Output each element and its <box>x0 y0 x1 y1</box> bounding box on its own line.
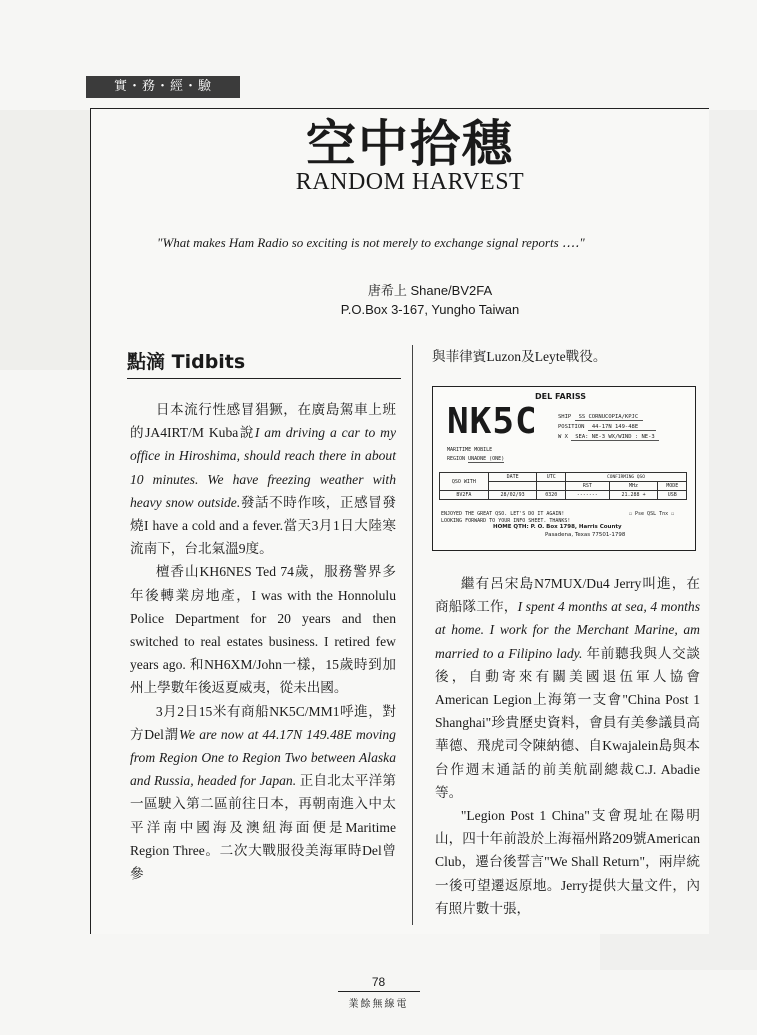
qsl-table <box>439 472 687 500</box>
left-column <box>130 398 396 885</box>
qsl-col-rst: RST <box>566 482 610 491</box>
qsl-row: BV2FA 28/02/93 0320 ------- 21.288 + USB <box>440 491 687 500</box>
heading-rule <box>127 378 401 379</box>
title-english: RANDOM HARVEST <box>295 169 525 195</box>
qsl-wx: W X SEA: NE-3 WX/WIND : NE-3 <box>558 434 659 441</box>
epigraph-quote: "What makes Ham Radio so exciting is not merely to exchange signal reports ‥‥" <box>157 235 585 250</box>
page-number: 78 <box>371 975 386 989</box>
title-chinese: 空中拾穗 <box>306 115 514 173</box>
paragraph: 檀香山KH6NES Ted 74歲，服務警界多年後轉業房地產，I was with the Honnolulu Police Department for 20 years and then switched to real estates business. I retired few years ago. 和NH6XM/John一樣，15歲時到加州上學數年後返夏威夷，從未出國。 <box>130 564 396 696</box>
right-column <box>435 572 700 920</box>
paragraph: 日本流行性感冒猖獗，在廣島駕車上班的JA4IRT/M Kuba說I am driving a car to my office in Hiroshima, should reach there in about 10 minutes. We have freezing weather with heavy snow outside.發話不時作咳，正感冒發燒I have a cold and a fever.當天3月1日大陸寒流南下，台北氣溫9度。 <box>130 402 397 557</box>
section-heading: 點滴 Tidbits <box>127 351 246 373</box>
paragraph: 繼有呂宋島N7MUX/Du4 Jerry叫進，在商船隊工作，I spent 4 months at sea, 4 months at home. I work for the Merchant Marine, am married to a Filipino lady. 年前聽我與人交談後，自動寄來有關美國退伍軍人協會American Legion上海第一支會"China Post 1 Shanghai"珍貴歷史資料，會員有美參議員高華德、飛虎司令陳納德、自Kwajalein島與本台作週末通話的前美航副總裁C.J. Abadie等。 <box>435 576 701 800</box>
paragraph: 與菲律賓Luzon及Leyte戰役。 <box>432 349 607 364</box>
qsl-city: Pasadena, Texas 77501-1798 <box>545 532 626 538</box>
qsl-position: POSITION 44-17N 149-48E <box>558 424 656 431</box>
qsl-note: ENJOYED THE GREAT QSO. LET'S DO IT AGAIN! LOOKING FORWARD TO YOUR INFO SHEET. THANKS! <box>441 511 571 524</box>
address-line: P.O.Box 3-167, Yungho Taiwan <box>340 302 520 317</box>
author-block <box>300 281 560 319</box>
qsl-home: HOME QTH: P. O. Box 1798, Harris County <box>493 524 622 530</box>
qsl-ship: SHIP SS CORNUCOPIA/KPJC <box>558 414 643 421</box>
qsl-col-date: DATE <box>488 473 537 482</box>
qsl-owner: DEL FARISS <box>535 392 587 401</box>
qsl-pse-qsl: ☐ Pse QSL Tnx ☐ <box>629 511 675 517</box>
magazine-name: 業餘無線電 <box>348 999 409 1010</box>
qsl-maritime: MARITIME MOBILE <box>447 447 493 453</box>
qsl-card <box>432 386 696 551</box>
qsl-col-mhz: MHz <box>609 482 658 491</box>
qsl-qso-with: QSO WITH <box>440 473 489 491</box>
footer-rule <box>338 991 420 992</box>
qsl-region: REGION UNADNE (ONE) <box>447 456 505 462</box>
qsl-col-utc: UTC <box>537 473 566 482</box>
paragraph: 3月2日15米有商船NK5C/MM1呼進，對方Del謂We are now at 44.17N 149.48E moving from Region One to Region Two between Alaska and Russia, headed for Japan. 正自北太平洋第一區駛入第二區前往日本，再朝南進入中太平洋南中國海及澳紐海面便是Maritime Region Three。二次大戰服役美海軍時Del曾參 <box>130 703 396 882</box>
author-line: 唐希上 Shane/BV2FA <box>367 283 493 298</box>
qsl-col-mode: MODE <box>658 482 687 491</box>
section-tag: 實・務・經・驗 <box>86 76 240 98</box>
qsl-confirming: CONFIRMING QSO <box>566 473 687 482</box>
right-column-top <box>432 345 700 368</box>
paragraph: "Legion Post 1 China"支會現址在陽明山，四十年前設於上海福州路209號American Club，遷台後誓言"We Shall Return"，兩岸統一後可望遷返原地。Jerry提供大量文件，內有照片數十張， <box>435 808 700 916</box>
qsl-callsign: NK5C <box>447 401 538 442</box>
column-divider <box>412 345 413 925</box>
